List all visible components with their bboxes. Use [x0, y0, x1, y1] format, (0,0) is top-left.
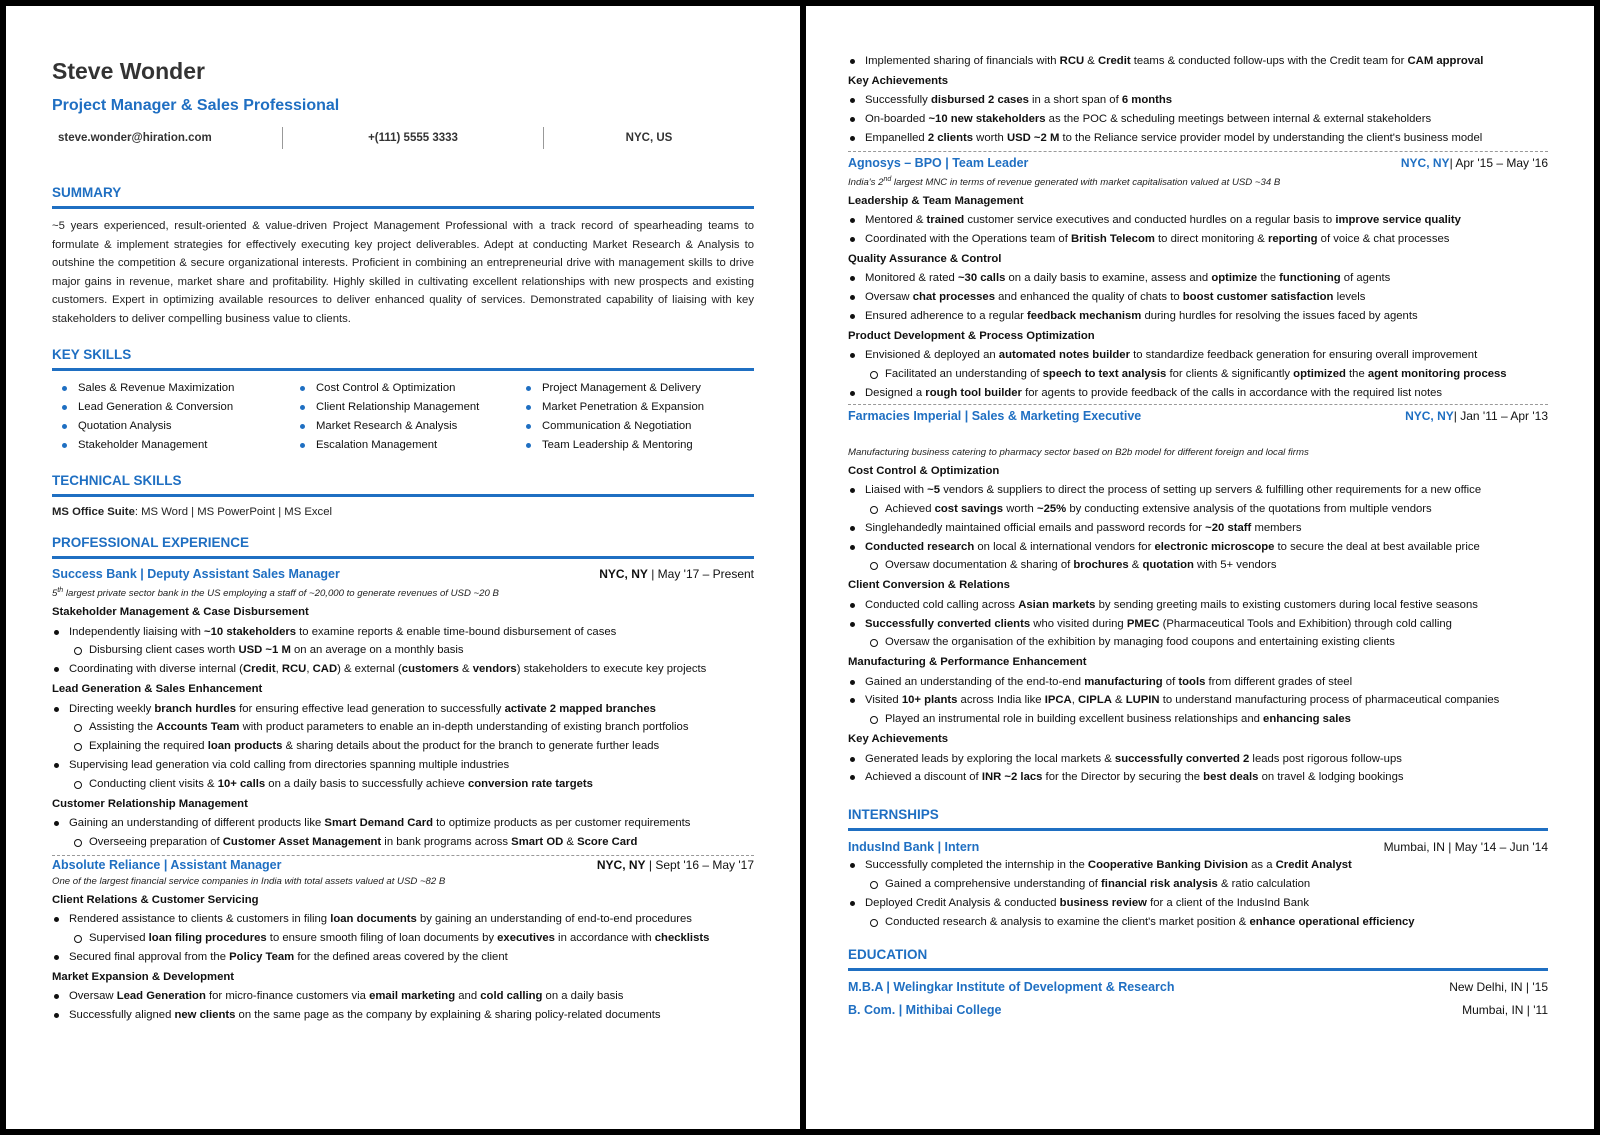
- sub-bullet: Assisting the Accounts Team with product parameters to enable an in-depth understanding of existing branch portfolios: [52, 718, 754, 737]
- bullet: Liaised with ~5 vendors & suppliers to direct the process of setting up servers & fulfilling other requirements for a new office: [848, 481, 1548, 500]
- job-header: [848, 156, 1548, 172]
- technical-skills-value: : MS Word | MS PowerPoint | MS Excel: [134, 506, 332, 519]
- contact-location: NYC, US: [625, 132, 673, 144]
- bullet: Designed a rough tool builder for agents to provide feedback of the calls in accordance with the required list notes: [848, 384, 1548, 403]
- skill-item: Market Research & Analysis: [300, 417, 526, 436]
- technical-skills-label: MS Office Suite: [52, 506, 135, 519]
- skill-item: Lead Generation & Conversion: [62, 398, 300, 417]
- section-title: TECHNICAL SKILLS: [52, 473, 754, 497]
- bullet: Successfully disbursed 2 cases in a short span of 6 months: [848, 91, 1548, 110]
- desc-superscript: nd: [883, 175, 892, 183]
- job-title: IndusInd Bank | Intern: [848, 840, 980, 855]
- job-location: NYC, NY: [1400, 155, 1450, 170]
- skill-item: Sales & Revenue Maximization: [62, 379, 300, 398]
- sub-bullet: Oversaw the organisation of the exhibition by managing food coupons and entertaining existing clients: [848, 633, 1548, 652]
- subheading: Manufacturing & Performance Enhancement: [848, 656, 1087, 669]
- subheading: Lead Generation & Sales Enhancement: [52, 683, 263, 696]
- section-title: PROFESSIONAL EXPERIENCE: [52, 535, 754, 559]
- job-entry: [848, 151, 1548, 403]
- skill-item: Project Management & Delivery: [526, 379, 754, 398]
- company-description: Manufacturing business catering to pharmacy sector based on B2b model for different foreign and local firms: [848, 446, 1309, 458]
- bullet: Gaining an understanding of different products like Smart Demand Card to optimize products as per customer requirements: [52, 814, 754, 833]
- location-year: New Delhi, IN | '15: [1449, 980, 1548, 995]
- job-dates: | Jan '11 – Apr '13: [1453, 408, 1548, 423]
- key-skills-section: [52, 347, 754, 456]
- bullet: Oversaw Lead Generation for micro-finance customers via email marketing and cold calling on a daily basis: [52, 987, 754, 1006]
- technical-skills-section: [52, 473, 754, 522]
- experience-section: [52, 535, 754, 1025]
- section-title: KEY SKILLS: [52, 347, 754, 371]
- bullet: Achieved a discount of INR ~2 lacs for the Director by securing the best deals on travel & lodging bookings: [848, 768, 1548, 787]
- degree-institution: M.B.A | Welingkar Institute of Development & Research: [848, 980, 1175, 995]
- job-dates: | May '17 – Present: [647, 566, 754, 581]
- education-entry: [848, 980, 1548, 994]
- desc-text: largest private sector bank in the US employing a staff of ~20,000 to generate revenues of USD ~20 B: [63, 588, 499, 600]
- job-location-dates: [599, 567, 754, 581]
- subheading: Quality Assurance & Control: [848, 252, 1002, 265]
- skills-column: [300, 379, 526, 456]
- skill-item: Client Relationship Management: [300, 398, 526, 417]
- bullet: Coordinating with diverse internal (Credit, RCU, CAD) & external (customers & vendors) stakeholders to execute key projects: [52, 660, 754, 679]
- sub-bullet: Overseeing preparation of Customer Asset Management in bank programs across Smart OD & Score Card: [52, 833, 754, 852]
- bullet: Ensured adherence to a regular feedback mechanism during hurdles for resolving the issues faced by agents: [848, 307, 1548, 326]
- job-location-dates: [1401, 156, 1548, 170]
- job-entry: [52, 567, 754, 852]
- sub-bullet: Facilitated an understanding of speech to text analysis for clients & significantly optimized the agent monitoring process: [848, 365, 1548, 384]
- internships-section: [848, 807, 1548, 931]
- bullet: Directing weekly branch hurdles for ensuring effective lead generation to successfully activate 2 mapped branches: [52, 700, 754, 719]
- technical-skills-line: [52, 503, 754, 522]
- sub-bullet: Conducting client visits & 10+ calls on a daily basis to successfully achieve conversion rate targets: [52, 775, 754, 794]
- job-header: [52, 567, 754, 583]
- skill-item: Quotation Analysis: [62, 417, 300, 436]
- bullet: Generated leads by exploring the local markets & successfully converted 2 leads post rigorous follow-ups: [848, 750, 1548, 769]
- location-year: Mumbai, IN | '11: [1462, 1003, 1548, 1018]
- bullet: Successfully converted clients who visited during PMEC (Pharmaceutical Tools and Exhibition) through cold calling: [848, 615, 1548, 634]
- degree-institution: B. Com. | Mithibai College: [848, 1003, 1002, 1018]
- contact-email: steve.wonder@hiration.com: [58, 132, 212, 144]
- job-dates: | Sept '16 – May '17: [645, 857, 754, 872]
- bullet: Successfully aligned new clients on the same page as the company by explaining & sharing policy-related documents: [52, 1006, 754, 1025]
- job-location-dates: Mumbai, IN | May '14 – Jun '14: [1383, 840, 1548, 855]
- summary-section: [52, 185, 754, 329]
- subheading: Key Achievements: [848, 74, 949, 87]
- section-title: SUMMARY: [52, 185, 754, 209]
- skill-item: Escalation Management: [300, 436, 526, 455]
- job-location-dates: [597, 858, 754, 872]
- bullet: Gained an understanding of the end-to-end manufacturing of tools from different grades of steel: [848, 673, 1548, 692]
- skill-item: Communication & Negotiation: [526, 417, 754, 436]
- job-header: [848, 840, 1548, 856]
- contact-phone: +(111) 5555 3333: [368, 132, 458, 144]
- subheading: Leadership & Team Management: [848, 194, 1024, 207]
- bullet: Rendered assistance to clients & customers in filing loan documents by gaining an understanding of end-to-end procedures: [52, 910, 754, 929]
- candidate-headline: Project Manager & Sales Professional: [52, 97, 340, 114]
- skill-item: Cost Control & Optimization: [300, 379, 526, 398]
- bullet: Empanelled 2 clients worth USD ~2 M to the Reliance service provider model by understanding the client's business model: [848, 129, 1548, 148]
- job-location-dates: [1405, 409, 1548, 423]
- bullet: Envisioned & deployed an automated notes builder to standardize feedback generation for ensuring overall improvement: [848, 346, 1548, 365]
- subheading: Client Relations & Customer Servicing: [52, 893, 259, 906]
- desc-prefix: 5: [52, 588, 58, 600]
- subheading: Customer Relationship Management: [52, 797, 248, 810]
- sub-bullet: Conducted research & analysis to examine the client's market position & enhance operational efficiency: [848, 913, 1548, 932]
- subheading: Cost Control & Optimization: [848, 464, 1000, 477]
- job-location: NYC, NY: [1405, 408, 1454, 423]
- resume-page-1: [6, 6, 800, 1129]
- subheading: Stakeholder Management & Case Disbursement: [52, 606, 309, 619]
- contact-bar: [52, 127, 754, 149]
- job-header: [848, 409, 1548, 425]
- job-location: NYC, NY: [599, 566, 648, 581]
- bullet: Conducted cold calling across Asian markets by sending greeting mails to existing customers during local festive seasons: [848, 596, 1548, 615]
- sub-bullet: Disbursing client cases worth USD ~1 M on an average on a monthly basis: [52, 641, 754, 660]
- sub-bullet: Oversaw documentation & sharing of brochures & quotation with 5+ vendors: [848, 556, 1548, 575]
- bullet: Implemented sharing of financials with RCU & Credit teams & conducted follow-ups with the Credit team for CAM approval: [848, 52, 1548, 71]
- sub-bullet: Achieved cost savings worth ~25% by conducting extensive analysis of the quotations from multiple vendors: [848, 500, 1548, 519]
- bullet: Deployed Credit Analysis & conducted business review for a client of the IndusInd Bank: [848, 894, 1548, 913]
- company-description: [52, 583, 754, 602]
- subheading: Product Development & Process Optimization: [848, 329, 1095, 342]
- bullet: Independently liaising with ~10 stakeholders to examine reports & enable time-bound disbursement of cases: [52, 623, 754, 642]
- section-title: INTERNSHIPS: [848, 807, 1548, 831]
- job-location: NYC, NY: [596, 857, 646, 872]
- skills-column: [62, 379, 300, 456]
- company-description: [848, 172, 1548, 191]
- bullet: Visited 10+ plants across India like IPCA, CIPLA & LUPIN to understand manufacturing process of pharmaceutical companies: [848, 691, 1548, 710]
- skills-column: [526, 379, 754, 456]
- job-dates: | Apr '15 – May '16: [1449, 155, 1548, 170]
- skill-item: Stakeholder Management: [62, 436, 300, 455]
- resume-page-2: [806, 6, 1594, 1129]
- bullet: Supervising lead generation via cold calling from directories spanning multiple industries: [52, 756, 754, 775]
- bullet: On-boarded ~10 new stakeholders as the POC & scheduling meetings between internal & external stakeholders: [848, 110, 1548, 129]
- subheading: Client Conversion & Relations: [848, 579, 1010, 592]
- section-title: EDUCATION: [848, 947, 1548, 971]
- job-title: Farmacies Imperial | Sales & Marketing Executive: [848, 408, 1142, 423]
- sub-bullet: Supervised loan filing procedures to ensure smooth filing of loan documents by executives in accordance with checklists: [52, 929, 754, 948]
- bullet: Oversaw chat processes and enhanced the quality of chats to boost customer satisfaction levels: [848, 288, 1548, 307]
- bullet: Mentored & trained customer service executives and conducted hurdles on a regular basis to improve service quality: [848, 211, 1548, 230]
- subheading: Key Achievements: [848, 733, 949, 746]
- desc-superscript: th: [57, 586, 64, 594]
- bullet: Singlehandedly maintained official emails and password records for ~20 staff members: [848, 519, 1548, 538]
- bullet: Coordinated with the Operations team of British Telecom to direct monitoring & reporting of voice & chat processes: [848, 230, 1548, 249]
- education-section: [848, 947, 1548, 1017]
- education-entry: [848, 1003, 1548, 1017]
- job-entry: [52, 855, 754, 1025]
- desc-text: largest MNC in terms of revenue generated with market capitalisation valued at USD ~34 B: [891, 176, 1281, 188]
- bullet: Secured final approval from the Policy Team for the defined areas covered by the client: [52, 948, 754, 967]
- skills-grid: [52, 379, 754, 456]
- sub-bullet: Explaining the required loan products & sharing details about the product for the branch to generate further leads: [52, 737, 754, 756]
- job-title: Success Bank | Deputy Assistant Sales Manager: [52, 566, 340, 581]
- job-title: Agnosys – BPO | Team Leader: [848, 155, 1029, 170]
- bullet: Monitored & rated ~30 calls on a daily basis to examine, assess and optimize the functioning of agents: [848, 269, 1548, 288]
- sub-bullet: Played an instrumental role in building excellent business relationships and enhancing sales: [848, 710, 1548, 729]
- skill-item: Team Leadership & Mentoring: [526, 436, 754, 455]
- job-title: Absolute Reliance | Assistant Manager: [52, 857, 282, 872]
- job-header: [52, 858, 754, 874]
- candidate-name: Steve Wonder: [52, 58, 205, 84]
- skill-item: Market Penetration & Expansion: [526, 398, 754, 417]
- bullet: Conducted research on local & international vendors for electronic microscope to secure the deal at best available price: [848, 538, 1548, 557]
- bullet: Successfully completed the internship in the Cooperative Banking Division as a Credit Analyst: [848, 856, 1548, 875]
- job-entry: [848, 404, 1548, 787]
- summary-text: ~5 years experienced, result-oriented & value-driven Project Management Professional with a track record of spearheading teams to formulate & implement strategies for effectively executing key project deliverables. Adept at conducting Market Research & Analysis to outshine the competition & secure organizational interests. Proficient in combining an entrepreneurial drive with management skills to drive major gains in revenue, market share and profitability. Highly skilled in cultivating excellent relationships with new prospects and existing customers. Expert in optimizing available resources to deliver enhanced quality of services. Demonstrated capability of liaising with key stakeholders to deliver compelling business value to clients.: [52, 220, 754, 325]
- desc-prefix: India's 2: [848, 176, 884, 188]
- subheading: Market Expansion & Development: [52, 970, 235, 983]
- sub-bullet: Gained a comprehensive understanding of financial risk analysis & ratio calculation: [848, 875, 1548, 894]
- company-description: One of the largest financial service companies in India with total assets valued at USD ~82 B: [52, 875, 446, 887]
